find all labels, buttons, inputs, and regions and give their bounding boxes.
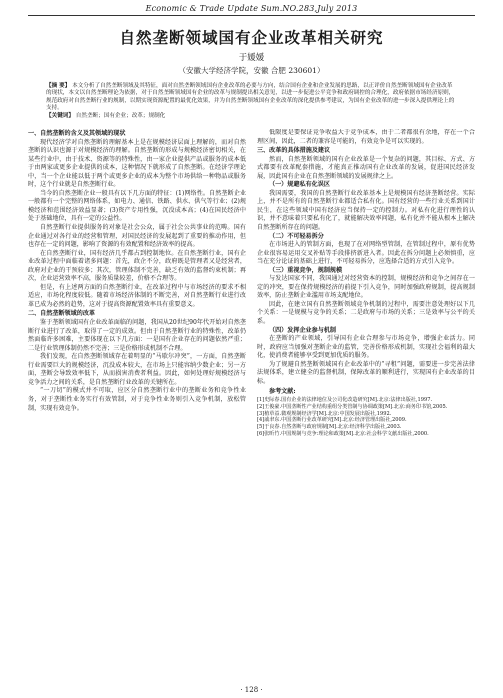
left-column bbox=[28, 129, 246, 681]
reference-item: [4]戚聿东.中国垄断行业改革研究[M].北京:经济管理出版社,2009. bbox=[257, 417, 407, 424]
paragraph: 为了规避自然垄断领域国有企业改革中的“寻租”问题，需要进一步完善法律法规体系，建立健全的监督机制，保障改革的顺利进行，实现国有企业改革的目标。 bbox=[257, 360, 475, 385]
paragraph: “一刀切”的模式并不可取，应区分自然垄断行业中的垄断业务和竞争性业务，对于垄断性业务实行有效管制，对于竞争性业务则引入竞争机制，放松管制，实现有效竞争。 bbox=[28, 387, 246, 412]
paper-title: 自然垄断领域国有企业改革相关研究 bbox=[119, 28, 384, 47]
reference-item: [6]张昕竹.中国规制与竞争:理论和政策[M].北京:社会科学文献出版社,2000. bbox=[257, 430, 429, 437]
section-heading: （一）规避私有化误区 bbox=[269, 181, 330, 189]
paragraph: 然而，自然垄断领域的国有企业改革是一个复杂的问题，其目标、方式、方式都要有改革配套措施，才能真正推动国有企业改革的发展，促进国民经济发展，因此国有企业在自然垄断领域的发展规律之上。 bbox=[257, 155, 475, 180]
abstract-label: 【摘 要】 bbox=[46, 83, 71, 89]
section-heading: 二、自然垄断领域的改革 bbox=[28, 310, 96, 318]
paragraph: 与发达国家不同，我国通过对经营资本的控制，规模经济和竞争之间存在一定的冲突，要在保持规模经济的前提下引入竞争，同时加强政府规制，提高规制效率，防止垄断企业滥用市场支配地位。 bbox=[257, 275, 475, 300]
reference-item: [3]植草益.微观规制经济学[M].北京:中国发展出版社,1992. bbox=[257, 410, 392, 417]
journal-header: Economic & Trade Update Sum.NO.283,July 2013 bbox=[145, 4, 358, 13]
section-heading: （三）重视竞争，规制规模 bbox=[269, 266, 343, 274]
keywords bbox=[46, 113, 457, 120]
paragraph: 但是，有上述两方面的自然垄断行业，在改革过程中与市场经济的要求不相适应，市场化程度较低。随着市场经济体制的不断完善，对自然垄断行业进行改革已成为必然的趋势，这对于提高资源配置效率具有重要意义。 bbox=[28, 283, 246, 308]
paragraph: 我国需要，我国的自然垄断行业改革基本上是规模国有经济垄断经营。实际上，并不是所有的自然垄断行业都适合私有化。国有经营的一些行业关系到国计民生，在这些领域中国有经济应当保持一定的控制力。对私有化进行理性的认识，并不意味着只要私有化了，就能解决效率问题，私有化并不能从根本上解决自然垄断所存在的问题。 bbox=[257, 189, 475, 232]
section-heading: 三、改革的具体措施及建议 bbox=[257, 147, 331, 155]
references-heading: 参考文献: bbox=[269, 388, 296, 396]
reference-item: [1]史际春.国有企业的法律地位及公司化改造研究[M].北京:法律出版社,1997. bbox=[257, 396, 433, 403]
paragraph: 因此，在建立国有自然垄断领域竞争机制的过程中，需要注意处理好以下几个关系：一是规模与竞争的关系；二是政府与市场的关系；三是效率与公平的关系。 bbox=[257, 300, 475, 326]
paragraph: 自然垄断行业提供服务的对象是社会公众，属于社会公共事业的范畴。国有企业通过对各行业的经营和管理，对国民经济的发展起到了重要的推动作用，但也存在一定的问题，影响了资源的有效配置和经济效率的提高。 bbox=[28, 224, 246, 249]
affiliation: （安徽大学经济学院，安徽 合肥 230601） bbox=[178, 66, 325, 75]
paragraph: 在垄断的产业领域，引导国有企业合理参与市场竞争，增强企业活力。同时，政府应当加强对垄断企业的监管，完善价格形成机制，实现社会福利的最大化，使消费者能够享受到更加优质的服务。 bbox=[257, 335, 475, 360]
paragraph: 在自然垄断行业，国有经济几乎都占到控制地位。在自然垄断行业，国有企业改革过程中面临着诸多问题：首先，政企不分，政府既是管理者又是经营者，政府对企业的干预较多；其次，管理体制不完善，缺乏有效的监督约束机制；再次，企业运营效率不高，服务质量较差，价格不合理等。 bbox=[28, 249, 246, 283]
keywords-label: 【关键词】 bbox=[46, 113, 74, 119]
paragraph: 当今的自然垄断企业一般具有以下几方面的特征：(1)网络性。自然垄断企业一般都有一个完整的网络体系，如电力、通信、铁路、供水、供气等行业；(2)规模经济和范围经济效益显著；(3)资产专用性强，沉没成本高；(4)在国民经济中处于基础地位，具有一定的公益性。 bbox=[28, 189, 246, 223]
section-heading: （四）发挥企业参与机制 bbox=[269, 326, 337, 334]
page-number: · 128 · bbox=[240, 686, 263, 694]
section-heading: （二）不可轻易拆分 bbox=[269, 232, 324, 240]
reference-item: [2]王俊豪.中国垄断性产业结构重组分类管制与协调政策[M].北京:商务印书馆,2005. bbox=[257, 403, 448, 410]
paragraph: 低限度是要保证竞争收益大于竞争成本，由于二者都很有余地，存在一个合理区间，因此，二者的兼容是可能的，有效竞争是可以实现的。 bbox=[257, 129, 475, 145]
header-rule bbox=[28, 15, 475, 16]
paragraph: 现代经济学对自然垄断的理解基本上是在规模经济层面上理解的，而对自然垄断的认识也源于对规模经济的理解。自然垄断的形成与规模经济密切相关，在某些行业中，由于技术、资源等的特殊性，由一家企业提供产品或服务的成本低于由两家或更多企业提供的成本，这种情况下就形成了自然垄断。在经济学理论中，当一个企业能以低于两个或更多企业的成本为整个市场供给一种物品或服务时，这个行业就是自然垄断行业。 bbox=[28, 138, 246, 189]
right-column bbox=[257, 129, 475, 663]
abstract-text: 本文分析了自然垄断领域及其特征，面对自然垄断领域国有企业改革的必要与方向，结合国有企业和企业发展的思路，以正评价自然垄断领域国有企业改革的现状，本文以自然垄断理论为依据，对于自然垄断领域国有企业的改革与规制提出相关意见，以进一步促进公平竞争和政府调控的合理化，政府依据市场经济原则，规范政府对自然垄断行业的规制，以期实现资源配置的最优化效果，并为自然垄断领域国有企业改革的深化提供参考建议，为国有企业改革的进一步深入提供理论上的支持。 bbox=[46, 83, 455, 112]
reference-item: [5]于良春.自然垄断与政府规制[M].北京:经济科学出版社,2003. bbox=[257, 424, 402, 431]
abstract bbox=[46, 83, 457, 113]
paragraph: 在市场进入的管制方面，也现了在对网络型管制，在管制过程中，原有优势企业很容易运用交叉补贴等手段排挤新进入者。因此在拆分问题上必须慎重，应当在充分论证的基础上进行，不可轻易拆分，应选择合适的方式引入竞争。 bbox=[257, 241, 475, 266]
section-heading: 一、自然垄断的含义及其领域的现状 bbox=[28, 130, 126, 137]
paragraph: 我们发现，在自然垄断领域存在着明显的“马歇尔冲突”，一方面，自然垄断行业需要巨大的规模经济，沉没成本较大，在市场上只能容纳少数企业；另一方面，垄断会导致效率低下，从而损害消费者利益。因此，如何处理好规模经济与竞争活力之间的关系，是自然垄断行业改革的关键所在。 bbox=[28, 353, 246, 386]
paragraph: 鉴于垄断领域国有企业改革面临的问题，我国从20世纪90年代开始对自然垄断行业进行了改革，取得了一定的成效。但由于自然垄断行业的特殊性，改革仍然面临许多困难，主要体现在以下几方面：一是国有企业存在的问题依然严重；二是行业管理体制仍然不完善；三是价格形成机制不合理。 bbox=[28, 319, 246, 352]
keywords-text: 自然垄断；国有企业；改革；规制化 bbox=[75, 113, 166, 119]
author: 于媛媛 bbox=[238, 53, 265, 63]
